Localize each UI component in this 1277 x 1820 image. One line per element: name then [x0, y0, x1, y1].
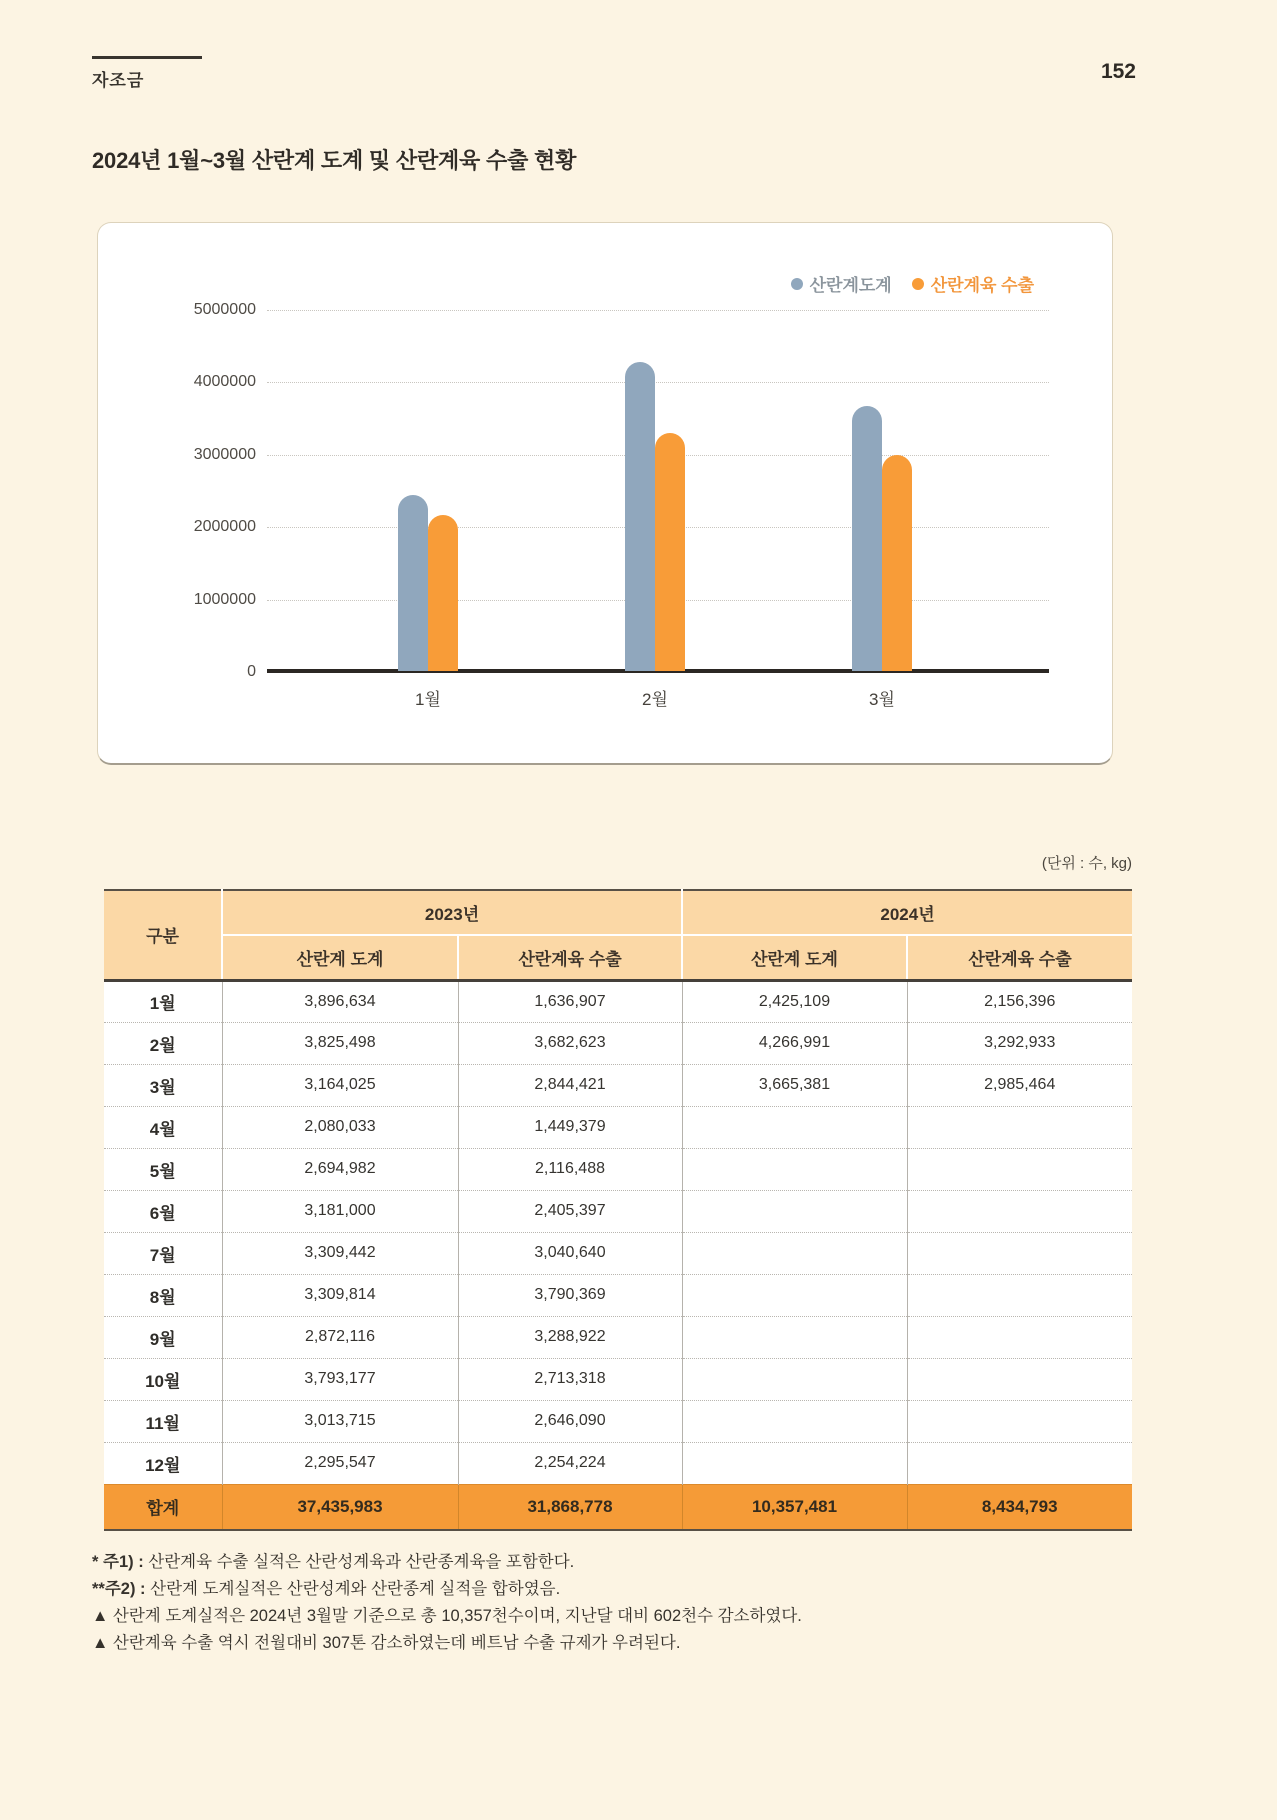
- row-month-label: 3월: [149, 1077, 176, 1097]
- chart-gridline: [267, 382, 1049, 383]
- row-value: 1,636,907: [458, 980, 682, 1022]
- y-axis-tick-label: 4000000: [193, 373, 256, 391]
- chart-bar-slaughter: [852, 406, 882, 671]
- chart-legend: [791, 271, 1034, 296]
- row-month-label: 9월: [149, 1329, 176, 1349]
- row-value: 3,164,025: [222, 1064, 458, 1106]
- total-value: 8,434,793: [907, 1484, 1132, 1530]
- row-value: 2,156,396: [907, 980, 1132, 1022]
- total-label: 합계: [146, 1499, 180, 1519]
- footnote-prefix: * 주1) :: [92, 1553, 149, 1571]
- total-value: 10,357,481: [682, 1484, 907, 1530]
- table-row: [104, 1400, 1132, 1442]
- table-row: [104, 1148, 1132, 1190]
- row-value: [907, 1316, 1132, 1358]
- row-value: [682, 1190, 907, 1232]
- row-value: 2,295,547: [222, 1442, 458, 1484]
- row-value: [682, 1316, 907, 1358]
- footnote-prefix: ▲: [92, 1634, 113, 1652]
- row-value: 2,116,488: [458, 1148, 682, 1190]
- row-value: 1,449,379: [458, 1106, 682, 1148]
- row-value: 3,292,933: [907, 1022, 1132, 1064]
- x-axis-tick-label: 1월: [415, 690, 441, 709]
- row-value: 4,266,991: [682, 1022, 907, 1064]
- header-rule: [92, 56, 202, 59]
- row-value: 2,425,109: [682, 980, 907, 1022]
- row-month-label: 6월: [149, 1203, 176, 1223]
- header-tag: 자조금: [92, 71, 145, 90]
- row-value: [682, 1442, 907, 1484]
- table-row: [104, 1064, 1132, 1106]
- table-row: [104, 1232, 1132, 1274]
- row-month-label: 5월: [149, 1161, 176, 1181]
- legend-label-slaughter: 산란계도계: [809, 276, 892, 295]
- legend-dot-export-icon: [912, 278, 924, 290]
- table-year-2023: 2023년: [222, 890, 682, 935]
- row-value: 2,844,421: [458, 1064, 682, 1106]
- table-row: [104, 980, 1132, 1022]
- row-value: [907, 1442, 1132, 1484]
- table-row: [104, 1106, 1132, 1148]
- table-subheader-2024-slaughter: 산란계 도계: [682, 935, 907, 980]
- row-value: [907, 1358, 1132, 1400]
- row-value: [682, 1232, 907, 1274]
- row-month-label: 12월: [145, 1455, 181, 1475]
- y-axis-tick-label: 5000000: [193, 301, 256, 318]
- table-row: [104, 1274, 1132, 1316]
- row-value: [682, 1274, 907, 1316]
- total-value: 31,868,778: [458, 1484, 682, 1530]
- table-row: [104, 1316, 1132, 1358]
- row-value: 3,896,634: [222, 980, 458, 1022]
- table-total-row: [104, 1484, 1132, 1530]
- row-month-label: 7월: [149, 1245, 176, 1265]
- footnote-text: 산란계 도계실적은 산란성계와 산란종계 실적을 합하였음.: [150, 1580, 561, 1598]
- row-month-label: 11월: [145, 1413, 180, 1433]
- data-table-wrap: [104, 889, 1132, 1531]
- footnote-line: [92, 1630, 1142, 1657]
- table-subheader-2024-export: 산란계육 수출: [907, 935, 1132, 980]
- legend-item-export: [912, 271, 1034, 296]
- row-value: 2,646,090: [458, 1400, 682, 1442]
- table-row: [104, 1442, 1132, 1484]
- row-value: 3,790,369: [458, 1274, 682, 1316]
- row-value: [682, 1106, 907, 1148]
- footnote-text: 산란계육 수출 역시 전월대비 307톤 감소하였는데 베트남 수출 규제가 우려된다.: [112, 1634, 681, 1652]
- table-subheader-2023-export: 산란계육 수출: [458, 935, 682, 980]
- row-value: 2,694,982: [222, 1148, 458, 1190]
- row-month-label: 4월: [149, 1119, 176, 1139]
- row-value: 2,405,397: [458, 1190, 682, 1232]
- chart-bar-export: [655, 433, 685, 671]
- row-value: 2,713,318: [458, 1358, 682, 1400]
- x-axis-tick-label: 2월: [642, 690, 668, 709]
- row-value: [907, 1190, 1132, 1232]
- x-axis-tick-label: 3월: [869, 690, 895, 709]
- row-value: 3,682,623: [458, 1022, 682, 1064]
- row-value: 2,985,464: [907, 1064, 1132, 1106]
- row-value: 2,872,116: [222, 1316, 458, 1358]
- page-title: 2024년 1월~3월 산란계 도계 및 산란계육 수출 현황: [92, 148, 577, 173]
- table-year-2024: 2024년: [682, 890, 1132, 935]
- chart-bar-export: [428, 515, 458, 671]
- legend-label-export: 산란계육 수출: [930, 276, 1034, 295]
- row-value: 3,665,381: [682, 1064, 907, 1106]
- row-value: [907, 1232, 1132, 1274]
- footnote-text: 산란계육 수출 실적은 산란성계육과 산란종계육을 포함한다.: [148, 1553, 575, 1571]
- row-value: 3,309,442: [222, 1232, 458, 1274]
- row-value: [907, 1106, 1132, 1148]
- row-value: 3,309,814: [222, 1274, 458, 1316]
- y-axis-tick-label: 2000000: [193, 518, 256, 536]
- row-value: 2,254,224: [458, 1442, 682, 1484]
- table-row: [104, 1358, 1132, 1400]
- page-number: 152: [1100, 60, 1136, 83]
- row-value: 3,013,715: [222, 1400, 458, 1442]
- chart-bar-slaughter: [625, 362, 655, 671]
- table-subheader-2023-slaughter: 산란계 도계: [222, 935, 458, 980]
- footnotes: [92, 1549, 1142, 1657]
- row-value: 2,080,033: [222, 1106, 458, 1148]
- table-row: [104, 1022, 1132, 1064]
- row-month-label: 1월: [149, 994, 176, 1013]
- total-value: 37,435,983: [222, 1484, 458, 1530]
- chart-bar-export: [882, 455, 912, 671]
- footnote-line: [92, 1603, 1142, 1630]
- y-axis-tick-label: 1000000: [193, 590, 256, 608]
- row-value: [682, 1148, 907, 1190]
- row-value: [682, 1400, 907, 1442]
- table-corner-header: 구분: [104, 890, 222, 980]
- y-axis-tick-label: 3000000: [193, 445, 256, 463]
- row-value: [907, 1274, 1132, 1316]
- chart-card: [97, 222, 1113, 765]
- chart-gridline: [267, 310, 1049, 311]
- chart-bar-slaughter: [398, 495, 428, 671]
- footnote-line: [92, 1576, 1142, 1603]
- footnote-line: [92, 1549, 1142, 1576]
- row-value: [907, 1148, 1132, 1190]
- y-axis-tick-label: 0: [247, 663, 256, 680]
- footnote-text: 산란계 도계실적은 2024년 3월말 기준으로 총 10,357천수이며, 지난달 대비 602천수 감소하였다.: [112, 1607, 802, 1625]
- row-value: 3,288,922: [458, 1316, 682, 1358]
- row-value: 3,793,177: [222, 1358, 458, 1400]
- row-month-label: 8월: [149, 1287, 176, 1307]
- data-table: [104, 889, 1132, 1531]
- row-value: 3,825,498: [222, 1022, 458, 1064]
- row-month-label: 2월: [149, 1035, 176, 1055]
- row-value: [682, 1358, 907, 1400]
- row-value: 3,040,640: [458, 1232, 682, 1274]
- legend-dot-slaughter-icon: [791, 278, 803, 290]
- row-value: [907, 1400, 1132, 1442]
- legend-item-slaughter: [791, 271, 892, 296]
- row-month-label: 10월: [145, 1371, 181, 1391]
- table-row: [104, 1190, 1132, 1232]
- unit-note: (단위 : 수, kg): [1041, 855, 1132, 872]
- footnote-prefix: ▲: [92, 1607, 113, 1625]
- row-value: 3,181,000: [222, 1190, 458, 1232]
- footnote-prefix: **주2) :: [92, 1580, 151, 1598]
